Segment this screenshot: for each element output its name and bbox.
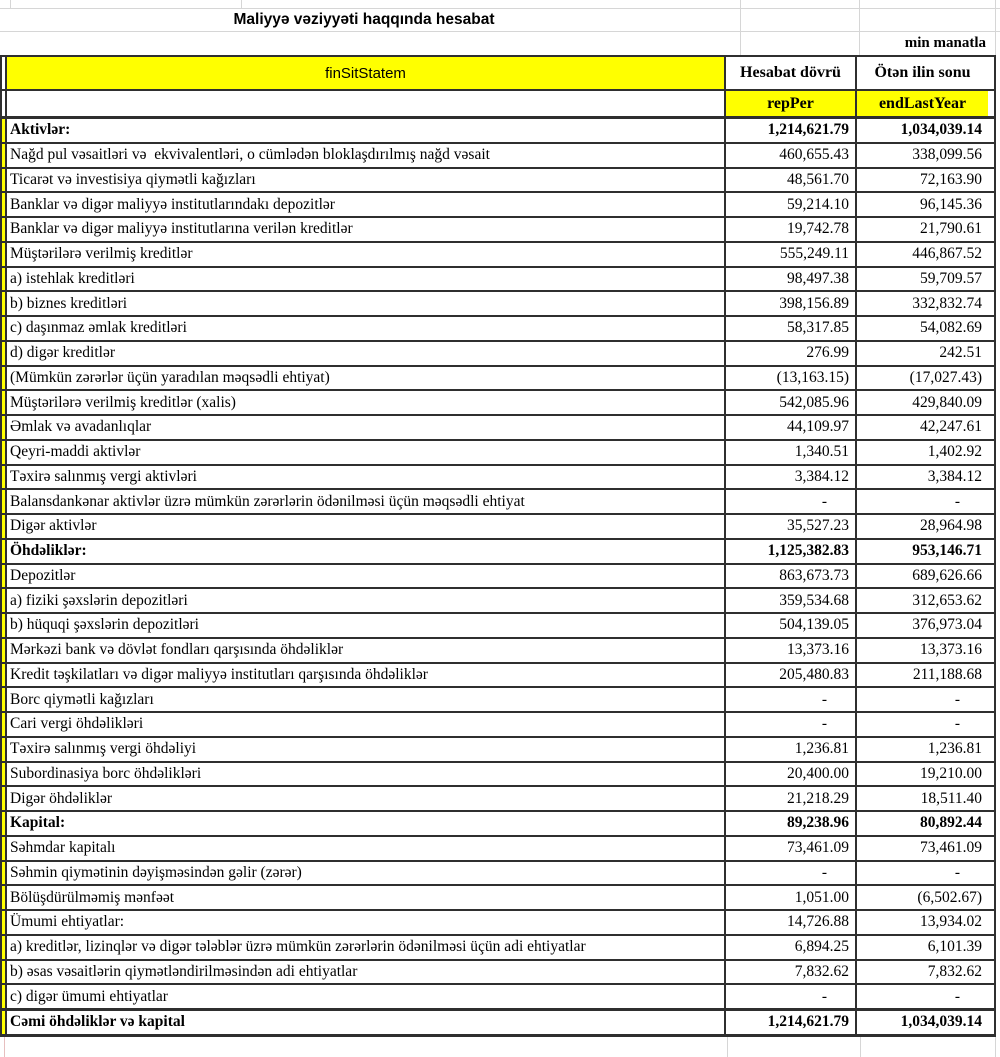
- row-value-1[interactable]: 1,051.00: [726, 886, 857, 909]
- table-row: [2, 466, 994, 491]
- row-value-1[interactable]: 504,139.05: [726, 614, 857, 637]
- row-value-1[interactable]: 205,480.83: [726, 664, 857, 687]
- row-label[interactable]: (Mümkün zərərlər üçün yaradılan məqsədli ehtiyat): [7, 367, 726, 390]
- row-value-1[interactable]: -: [726, 490, 857, 513]
- row-value-1[interactable]: 21,218.29: [726, 787, 857, 810]
- table-row: [2, 391, 994, 416]
- table-row: [2, 688, 994, 713]
- row-label[interactable]: Müştərilərə verilmiş kreditlər: [7, 243, 726, 266]
- row-value-1[interactable]: 48,561.70: [726, 169, 857, 192]
- row-value-1[interactable]: 1,340.51: [726, 441, 857, 464]
- row-value-2[interactable]: 1,236.81: [927, 740, 982, 758]
- row-value-2[interactable]: -: [954, 987, 960, 1005]
- row-label[interactable]: b) əsas vəsaitlərin qiymətləndirilməsindən adi ehtiyatlar: [7, 961, 726, 984]
- row-value-1[interactable]: 542,085.96: [726, 391, 857, 414]
- row-value-2[interactable]: (17,027.43): [909, 368, 982, 386]
- row-value-2[interactable]: 338,099.56: [912, 146, 982, 164]
- row-label[interactable]: Bölüşdürülməmiş mənfəət: [7, 886, 726, 909]
- row-value-2[interactable]: 59,709.57: [920, 269, 982, 287]
- table-row: [2, 317, 994, 342]
- row-value-2[interactable]: 13,373.16: [920, 641, 982, 659]
- row-value-2[interactable]: 1,402.92: [927, 443, 982, 461]
- table-row: [2, 441, 994, 466]
- row-value-2[interactable]: 18,511.40: [920, 789, 982, 807]
- row-label[interactable]: Təxirə salınmış vergi aktivləri: [7, 466, 726, 489]
- table-row: [2, 738, 994, 763]
- row-value-1[interactable]: 276.99: [726, 342, 857, 365]
- row-label[interactable]: Səhmdar kapitalı: [7, 837, 726, 860]
- row-label[interactable]: Cəmi öhdəliklər və kapital: [7, 1011, 726, 1034]
- row-value-2[interactable]: (6,502.67): [917, 888, 982, 906]
- row-label[interactable]: b) hüquqi şəxslərin depozitləri: [7, 614, 726, 637]
- row-label[interactable]: Ticarət və investisiya qiymətli kağızları: [7, 169, 726, 192]
- column-code-end-last-year[interactable]: endLastYear: [857, 91, 988, 116]
- row-value-1[interactable]: 1,214,621.79: [726, 1011, 857, 1034]
- row-value-2[interactable]: 13,934.02: [920, 913, 982, 931]
- row-value-2[interactable]: 19,210.00: [920, 764, 982, 782]
- row-label[interactable]: Nağd pul vəsaitləri və ekvivalentləri, o cümlədən bloklaşdırılmış nağd vəsait: [7, 144, 726, 167]
- row-value-1[interactable]: 3,384.12: [726, 466, 857, 489]
- table-row: [2, 490, 994, 515]
- row-value-2[interactable]: 3,384.12: [927, 467, 982, 485]
- row-value-2[interactable]: 80,892.44: [920, 814, 982, 832]
- gridline: [995, 1037, 996, 1057]
- row-value-1[interactable]: 460,655.43: [726, 144, 857, 167]
- table-row: [2, 763, 994, 788]
- row-value-2[interactable]: 953,146.71: [912, 542, 982, 560]
- row-label[interactable]: Əmlak və avadanlıqlar: [7, 416, 726, 439]
- row-label[interactable]: Borc qiymətli kağızları: [7, 688, 726, 711]
- row-label[interactable]: c) daşınmaz əmlak kreditləri: [7, 317, 726, 340]
- row-value-1[interactable]: 19,742.78: [726, 218, 857, 241]
- row-value-2[interactable]: 332,832.74: [912, 294, 982, 312]
- row-value-1[interactable]: 20,400.00: [726, 763, 857, 786]
- row-value-1[interactable]: 58,317.85: [726, 317, 857, 340]
- row-label[interactable]: Qeyri-maddi aktivlər: [7, 441, 726, 464]
- table-row: [2, 862, 994, 887]
- row-value-2[interactable]: 42,247.61: [920, 418, 982, 436]
- row-value-2[interactable]: 312,653.62: [912, 591, 982, 609]
- row-value-2[interactable]: -: [954, 492, 960, 510]
- row-label[interactable]: a) kreditlər, lizinqlər və digər tələblər üzrə mümkün zərərlərin ödənilməsi üçün adi ehtiyatlar: [7, 936, 726, 959]
- row-value-1[interactable]: 6,894.25: [726, 936, 857, 959]
- row-value-2[interactable]: 446,867.52: [912, 245, 982, 263]
- row-value-2[interactable]: 689,626.66: [912, 566, 982, 584]
- table-row: [2, 342, 994, 367]
- column-header-reporting-period[interactable]: Hesabat dövrü: [726, 57, 857, 89]
- row-value-2[interactable]: 211,188.68: [912, 665, 982, 683]
- row-value-2[interactable]: 1,034,039.14: [900, 121, 982, 139]
- statement-id-cell[interactable]: finSitStatem: [7, 57, 726, 89]
- row-label[interactable]: c) digər ümumi ehtiyatlar: [7, 985, 726, 1008]
- row-value-1[interactable]: 7,832.62: [726, 961, 857, 984]
- row-value-1[interactable]: 555,249.11: [726, 243, 857, 266]
- row-value-1[interactable]: (13,163.15): [726, 367, 857, 390]
- row-value-2[interactable]: 242.51: [939, 344, 982, 362]
- row-value-1[interactable]: 863,673.73: [726, 565, 857, 588]
- table-row: [2, 961, 994, 986]
- row-value-1[interactable]: 44,109.97: [726, 416, 857, 439]
- row-value-1[interactable]: 1,125,382.83: [726, 540, 857, 563]
- row-value-1[interactable]: 359,534.68: [726, 589, 857, 612]
- row-label[interactable]: Banklar və digər maliyyə institutlarındakı depozitlər: [7, 193, 726, 216]
- table-header-row: [2, 57, 994, 91]
- row-value-1[interactable]: 35,527.23: [726, 515, 857, 538]
- row-value-2[interactable]: 72,163.90: [920, 170, 982, 188]
- row-value-2[interactable]: 21,790.61: [920, 220, 982, 238]
- table-row: [2, 193, 994, 218]
- table-row: [2, 565, 994, 590]
- row-value-1[interactable]: 14,726.88: [726, 911, 857, 934]
- table-row: [2, 515, 994, 540]
- table-row: [2, 169, 994, 194]
- row-label[interactable]: a) istehlak kreditləri: [7, 268, 726, 291]
- gridline: [10, 0, 11, 8]
- table-row: [2, 936, 994, 961]
- row-value-2[interactable]: 376,973.04: [912, 616, 982, 634]
- row-label[interactable]: Banklar və digər maliyyə institutlarına verilən kreditlər: [7, 218, 726, 241]
- row-value-1[interactable]: 13,373.16: [726, 639, 857, 662]
- table-row: [2, 1010, 994, 1034]
- row-value-2[interactable]: 1,034,039.14: [900, 1013, 982, 1031]
- row-value-2[interactable]: -: [954, 715, 960, 733]
- row-value-1[interactable]: -: [726, 985, 857, 1008]
- report-title: Maliyyə vəziyyəti haqqında hesabat: [233, 10, 495, 28]
- row-label[interactable]: Digər öhdəliklər: [7, 787, 726, 810]
- row-value-2[interactable]: 7,832.62: [927, 962, 982, 980]
- gridline: [860, 1037, 861, 1057]
- row-label[interactable]: Cari vergi öhdəlikləri: [7, 713, 726, 736]
- row-label[interactable]: Depozitlər: [7, 565, 726, 588]
- row-value-1[interactable]: -: [726, 862, 857, 885]
- row-value-2[interactable]: 28,964.98: [920, 517, 982, 535]
- table-row: [2, 268, 994, 293]
- table-row: [2, 812, 994, 837]
- row-value-2[interactable]: 96,145.36: [920, 195, 982, 213]
- table-row: [2, 292, 994, 317]
- row-value-1[interactable]: 59,214.10: [726, 193, 857, 216]
- row-value-1[interactable]: 73,461.09: [726, 837, 857, 860]
- row-value-2[interactable]: 73,461.09: [920, 839, 982, 857]
- row-value-1[interactable]: 89,238.96: [726, 812, 857, 835]
- table-code-row: [2, 91, 994, 119]
- row-value-2[interactable]: 429,840.09: [912, 393, 982, 411]
- row-label[interactable]: Səhmin qiymətinin dəyişməsindən gəlir (zərər): [7, 862, 726, 885]
- row-value-1[interactable]: -: [726, 713, 857, 736]
- row-value-2[interactable]: -: [954, 863, 960, 881]
- financial-table: [0, 55, 996, 1037]
- table-row: [2, 416, 994, 441]
- unit-note: min manatla: [904, 34, 986, 51]
- table-row: [2, 664, 994, 689]
- row-label[interactable]: d) digər kreditlər: [7, 342, 726, 365]
- table-row: [2, 713, 994, 738]
- row-label[interactable]: Təxirə salınmış vergi öhdəliyi: [7, 738, 726, 761]
- column-code-reporting-period[interactable]: repPer: [726, 91, 857, 116]
- table-row: [2, 911, 994, 936]
- row-label[interactable]: a) fiziki şəxslərin depozitləri: [7, 589, 726, 612]
- row-value-2[interactable]: 54,082.69: [920, 319, 982, 337]
- table-row: [2, 589, 994, 614]
- row-value-2[interactable]: -: [954, 690, 960, 708]
- row-value-2[interactable]: 6,101.39: [927, 938, 982, 956]
- row-label[interactable]: Aktivlər:: [7, 119, 726, 142]
- table-row: [2, 886, 994, 911]
- row-label[interactable]: Müştərilərə verilmiş kreditlər (xalis): [7, 391, 726, 414]
- table-row: [2, 787, 994, 812]
- row-value-1[interactable]: 1,236.81: [726, 738, 857, 761]
- table-row: [2, 367, 994, 392]
- row-value-1[interactable]: 398,156.89: [726, 292, 857, 315]
- row-label[interactable]: Öhdəliklər:: [7, 540, 726, 563]
- table-row: [2, 837, 994, 862]
- table-row: [2, 144, 994, 169]
- row-value-1[interactable]: 98,497.38: [726, 268, 857, 291]
- row-label[interactable]: b) biznes kreditləri: [7, 292, 726, 315]
- row-label[interactable]: Balansdankənar aktivlər üzrə mümkün zərərlərin ödənilməsi üçün məqsədli ehtiyat: [7, 490, 726, 513]
- gridline: [4, 1037, 5, 1057]
- table-row: [2, 218, 994, 243]
- table-row: [2, 119, 994, 144]
- table-row: [2, 985, 994, 1010]
- row-label[interactable]: Digər aktivlər: [7, 515, 726, 538]
- row-value-1[interactable]: -: [726, 688, 857, 711]
- row-label[interactable]: Ümumi ehtiyatlar:: [7, 911, 726, 934]
- row-label[interactable]: Kredit təşkilatları və digər maliyyə institutları qarşısında öhdəliklər: [7, 664, 726, 687]
- column-header-end-last-year[interactable]: Ötən ilin sonu: [874, 64, 971, 81]
- table-row: [2, 639, 994, 664]
- gridline: [241, 0, 242, 8]
- code-empty-cell[interactable]: [7, 91, 726, 116]
- row-label[interactable]: Kapital:: [7, 812, 726, 835]
- row-value-1[interactable]: 1,214,621.79: [726, 119, 857, 142]
- table-row: [2, 243, 994, 268]
- row-label[interactable]: Subordinasiya borc öhdəlikləri: [7, 763, 726, 786]
- row-label[interactable]: Mərkəzi bank və dövlət fondları qarşısında öhdəliklər: [7, 639, 726, 662]
- table-row: [2, 540, 994, 565]
- table-row: [2, 614, 994, 639]
- gridline: [727, 1037, 728, 1057]
